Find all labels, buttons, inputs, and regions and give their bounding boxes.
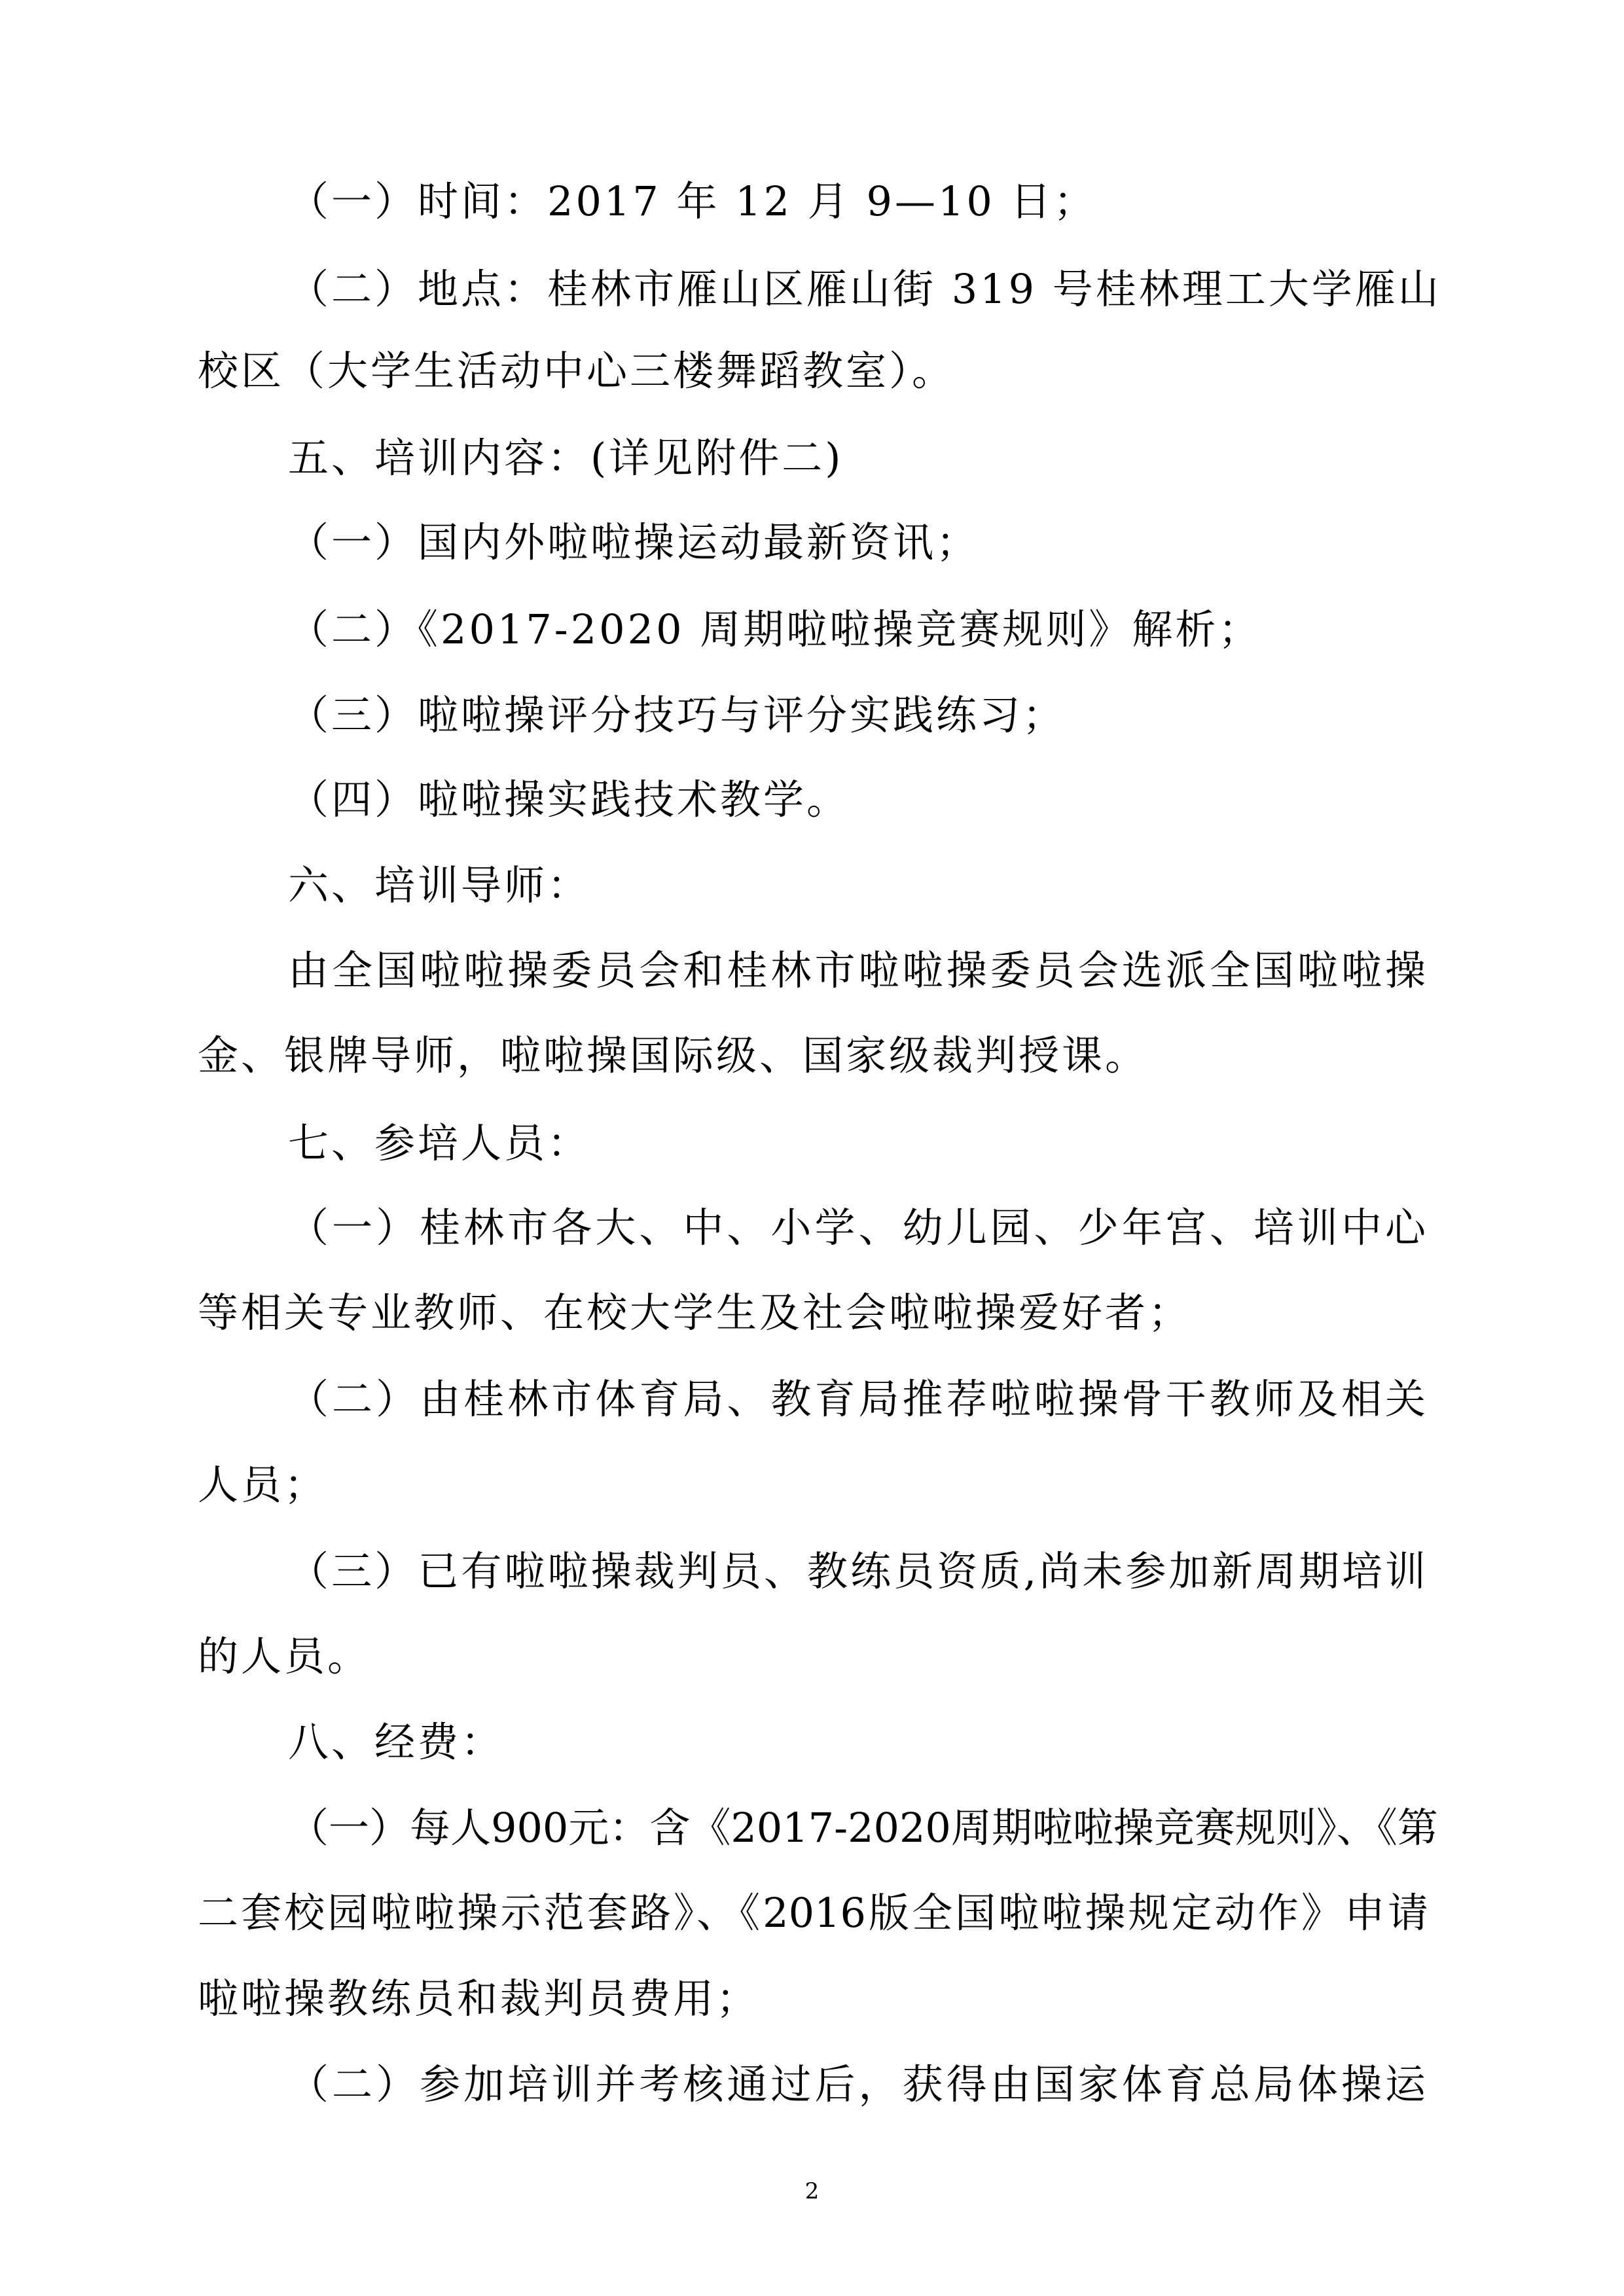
section-heading: 五、培训内容：(详见附件二) <box>288 434 844 482</box>
paragraph-line: （一）时间：2017 年 12 月 9—10 日； <box>288 177 1097 225</box>
list-item: （三）已有啦啦操裁判员、教练员资质,尚未参加新周期培训 <box>288 1547 1428 1595</box>
paragraph-line: 的人员。 <box>198 1632 371 1680</box>
paragraph-line: 二套校园啦啦操示范套路》、《2016版全国啦啦操规定动作》申请 <box>198 1889 1428 1937</box>
page-number: 2 <box>804 2178 820 2204</box>
list-item: （一）国内外啦啦操运动最新资讯； <box>288 518 980 566</box>
paragraph-line: 金、银牌导师，啦啦操国际级、国家级裁判授课。 <box>198 1031 1149 1079</box>
paragraph-line: 由全国啦啦操委员会和桂林市啦啦操委员会选派全国啦啦操 <box>288 946 1428 994</box>
section-heading: 七、参培人员： <box>288 1119 591 1167</box>
section-heading: 八、经费： <box>288 1718 505 1766</box>
list-item: （四）啦啦操实践技术教学。 <box>288 776 850 823</box>
paragraph-line: （二）地点：桂林市雁山区雁山街 319 号桂林理工大学雁山 <box>288 265 1441 313</box>
paragraph-line: 人员； <box>198 1461 328 1509</box>
section-heading: 六、培训导师： <box>288 861 591 909</box>
list-item: （二）《2017-2020 周期啦啦操竞赛规则》解析； <box>288 605 1262 653</box>
list-item: （一）每人900元：含《2017-2020周期啦啦操竞赛规则》、《第 <box>288 1804 1438 1852</box>
paragraph-line: 校区（大学生活动中心三楼舞蹈教室）。 <box>198 347 956 395</box>
list-item: （二）由桂林市体育局、教育局推荐啦啦操骨干教师及相关 <box>288 1375 1428 1423</box>
list-item: （三）啦啦操评分技巧与评分实践练习； <box>288 691 1066 739</box>
paragraph-line: 啦啦操教练员和裁判员费用； <box>198 1975 760 2022</box>
list-item: （二）参加培训并考核通过后，获得由国家体育总局体操运 <box>288 2060 1428 2108</box>
list-item: （一）桂林市各大、中、小学、幼儿园、少年宫、培训中心 <box>288 1204 1428 1251</box>
paragraph-line: 等相关专业教师、在校大学生及社会啦啦操爱好者； <box>198 1289 1192 1336</box>
